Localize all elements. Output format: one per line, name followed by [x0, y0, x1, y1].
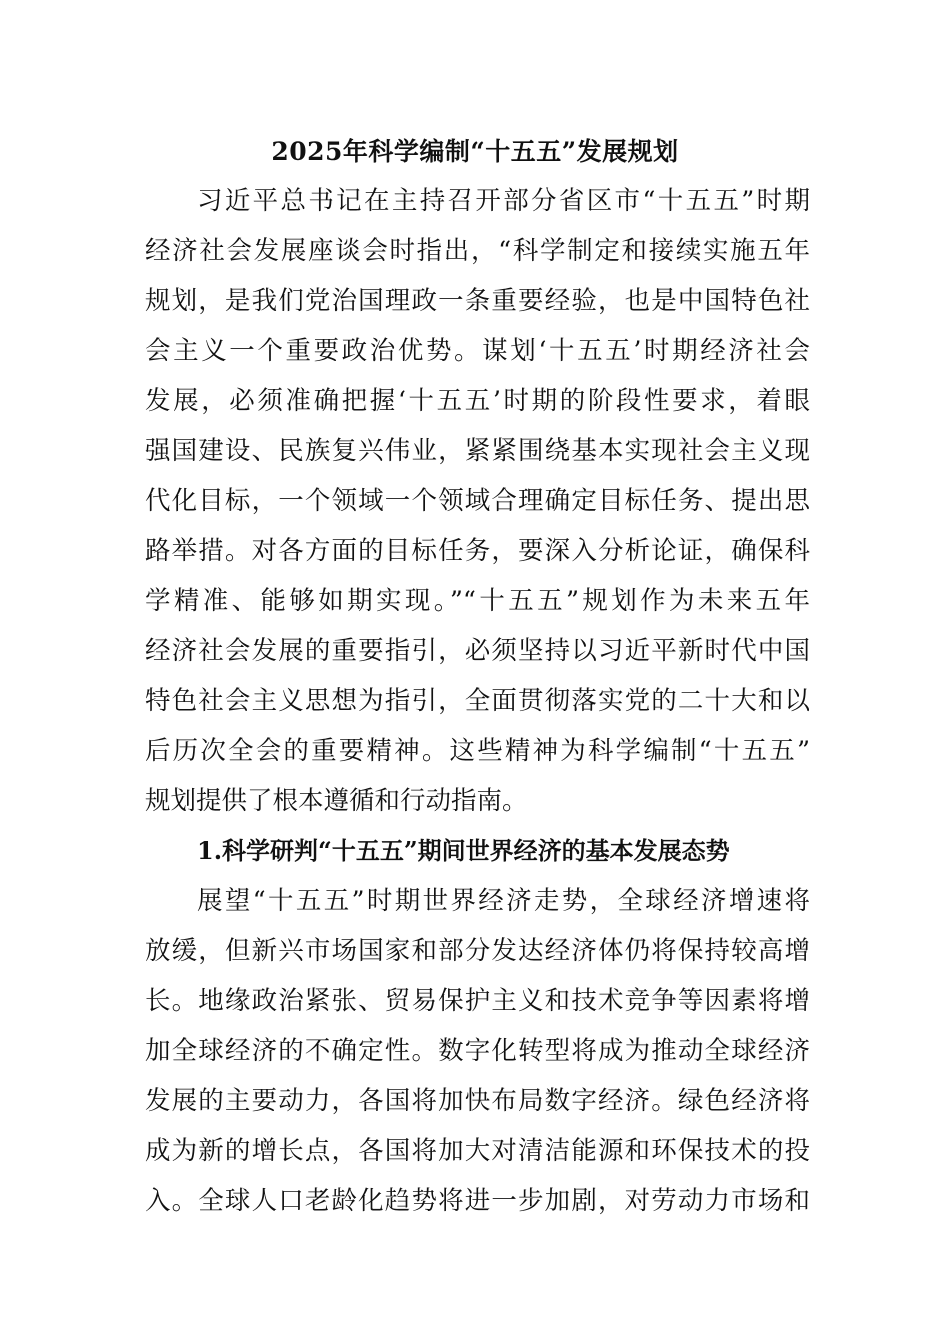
paragraph-1-line: 发展，必须准确把握‘十五五’时期的阶段性要求，着眼	[145, 386, 810, 416]
paragraph-1-line: 路举措。对各方面的目标任务，要深入分析论证，确保科	[145, 536, 810, 566]
paragraph-1-line: 代化目标，一个领域一个领域合理确定目标任务、提出思	[145, 486, 810, 516]
paragraph-1-line: 学精准、能够如期实现。”“十五五”规划作为未来五年	[145, 586, 810, 616]
paragraph-1-line: 特色社会主义思想为指引，全面贯彻落实党的二十大和以	[145, 686, 810, 716]
paragraph-1-line: 会主义一个重要政治优势。谋划‘十五五’时期经济社会	[145, 336, 810, 366]
paragraph-1-line: 规划，是我们党治国理政一条重要经验，也是中国特色社	[145, 286, 810, 316]
paragraph-2-line: 成为新的增长点，各国将加大对清洁能源和环保技术的投	[145, 1136, 810, 1166]
paragraph-2-line: 放缓，但新兴市场国家和部分发达经济体仍将保持较高增	[145, 936, 810, 966]
document-title: 2025年科学编制“十五五”发展规划	[271, 137, 679, 166]
paragraph-2-line: 加全球经济的不确定性。数字化转型将成为推动全球经济	[145, 1036, 810, 1066]
paragraph-1-line: 后历次全会的重要精神。这些精神为科学编制“十五五”	[145, 736, 810, 766]
paragraph-2-line: 发展的主要动力，各国将加快布局数字经济。绿色经济将	[145, 1086, 810, 1116]
paragraph-2-line: 长。地缘政治紧张、贸易保护主义和技术竞争等因素将增	[145, 986, 810, 1016]
paragraph-1-line: 强国建设、民族复兴伟业，紧紧围绕基本实现社会主义现	[145, 436, 810, 466]
paragraph-2-line: 展望“十五五”时期世界经济走势，全球经济增速将	[197, 886, 810, 916]
section-heading: 1.科学研判“十五五”期间世界经济的基本发展态势	[197, 836, 730, 865]
paragraph-1-line: 规划提供了根本遵循和行动指南。	[145, 786, 528, 816]
paragraph-2-line: 入。全球人口老龄化趋势将进一步加剧，对劳动力市场和	[145, 1186, 810, 1216]
paragraph-1-line: 经济社会发展的重要指引，必须坚持以习近平新时代中国	[145, 636, 810, 666]
paragraph-1-line: 经济社会发展座谈会时指出，“科学制定和接续实施五年	[145, 236, 810, 266]
paragraph-1-line: 习近平总书记在主持召开部分省区市“十五五”时期	[197, 186, 810, 216]
